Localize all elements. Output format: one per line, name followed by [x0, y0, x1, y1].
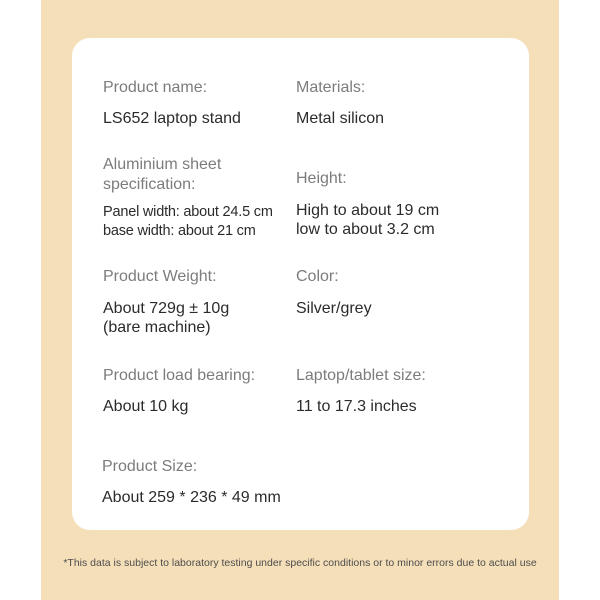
- device-size-value: 11 to 17.3 inches: [296, 398, 417, 415]
- product-size-value: About 259 * 236 * 49 mm: [102, 489, 281, 506]
- height-label: Height:: [296, 170, 347, 187]
- disclaimer-footnote: *This data is subject to laboratory testing under specific conditions or to minor errors due to actual use: [63, 557, 537, 569]
- aluminium-sheet-label-line2: specification:: [103, 176, 196, 193]
- product-size-label: Product Size:: [102, 458, 198, 475]
- aluminium-sheet-label-line1: Aluminium sheet: [103, 156, 222, 173]
- color-value: Silver/grey: [296, 300, 372, 317]
- product-name-value: LS652 laptop stand: [103, 110, 241, 127]
- load-bearing-value: About 10 kg: [103, 398, 189, 415]
- load-bearing-label: Product load bearing:: [103, 367, 256, 384]
- spec-page: [41, 0, 559, 600]
- product-weight-note: (bare machine): [103, 319, 211, 336]
- spec-card: [72, 38, 529, 530]
- panel-width-value: Panel width: about 24.5 cm: [103, 204, 273, 220]
- device-size-label: Laptop/tablet size:: [296, 367, 426, 384]
- materials-label: Materials:: [296, 79, 366, 96]
- product-weight-label: Product Weight:: [103, 268, 217, 285]
- product-name-label: Product name:: [103, 79, 208, 96]
- height-high-value: High to about 19 cm: [296, 202, 440, 219]
- base-width-value: base width: about 21 cm: [103, 223, 256, 239]
- height-low-value: low to about 3.2 cm: [296, 221, 435, 238]
- product-weight-value: About 729g ± 10g: [103, 300, 230, 317]
- materials-value: Metal silicon: [296, 110, 385, 127]
- color-label: Color:: [296, 268, 339, 285]
